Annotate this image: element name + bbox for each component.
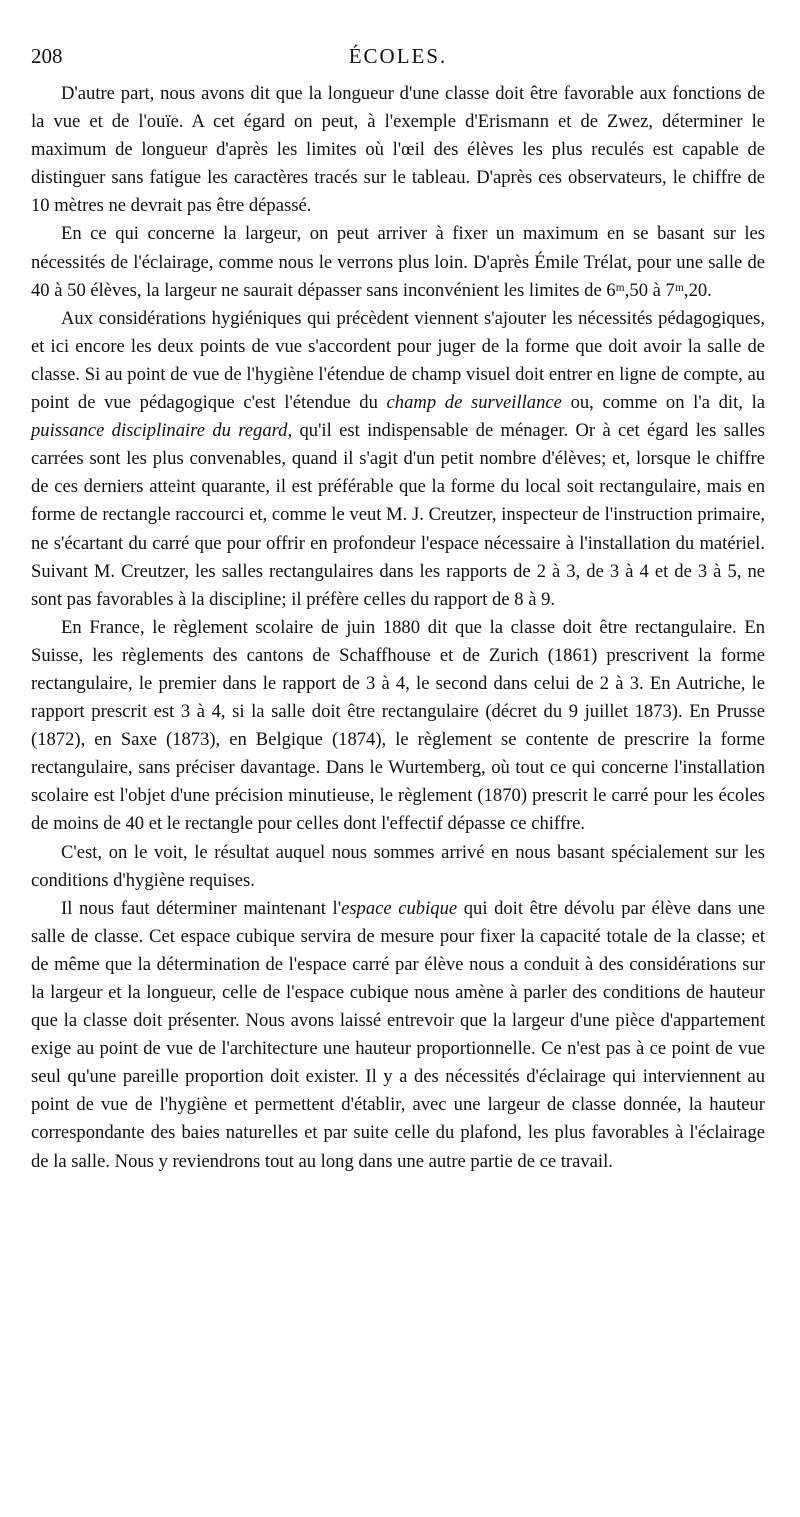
paragraph	[31, 839, 765, 895]
paragraph-text: Il nous faut déterminer maintenant l'	[61, 897, 342, 919]
italic-term: puissance disciplinaire du regard,	[31, 420, 293, 442]
page-number: 208	[31, 44, 63, 68]
paragraph-text: En ce qui concerne la largeur, on peut arriver à fixer un maximum en se basant sur les nécessités de l'éclairage, comme nous le verrons plus loin. D'après Émile Trélat, pour une salle de 40 à 50 élèves, la largeur ne saurait dépasser sans inconvénient les limites de 6ᵐ,50 à 7ᵐ,20.	[31, 223, 765, 301]
paragraph-text: Aux considérations hygiéniques qui précèdent viennent s'ajouter les nécessités pédagogiques, et ici encore les deux points de vue s'accordent pour juger de la forme que doit avoir la salle de classe. Si au point de vue de l'hygiène l'étendue de champ visuel doit entrer en ligne de compte, au point de vue pédagogique c'est l'étendue du	[31, 307, 765, 414]
paragraph	[31, 895, 765, 1176]
paragraph-text: C'est, on le voit, le résultat auquel nous sommes arrivé en nous basant spécialement sur les conditions d'hygiène requises.	[31, 841, 765, 891]
body-text	[31, 80, 765, 1176]
paragraph-text: qu'il est indispensable de ménager. Or à cet égard les salles carrées sont les plus convenables, quand il s'agit d'un petit nombre d'élèves; et, lorsque le chiffre de ces derniers atteint quarante, il est préférable que la forme du local soit rectangulaire, mais en forme de rectangle raccourci et, comme le veut M. J. Creutzer, inspecteur de l'instruction primaire, ne s'écartant du carré que pour offrir en profondeur l'espace nécessaire à l'installation du matériel. Suivant M. Creutzer, les salles rectangulaires dans les rapports de 2 à 3, de 3 à 4 et de 3 à 5, ne sont pas favorables à la discipline; il préfère celles du rapport de 8 à 9.	[31, 420, 765, 610]
italic-term: espace cubique	[341, 897, 458, 919]
running-head: ÉCOLES.	[348, 44, 448, 68]
paragraph-text: D'autre part, nous avons dit que la longueur d'une classe doit être favorable aux fonctions de la vue et de l'ouïe. A cet égard on peut, à l'exemple d'Erismann et de Zwez, déterminer le maximum de longueur d'après les limites où l'œil des élèves les plus reculés est capable de distinguer sans fatigue les caractères tracés sur le tableau. D'après ces observateurs, le chiffre de 10 mètres ne devrait pas être dépassé.	[31, 83, 765, 217]
italic-term: champ de surveillance	[386, 392, 562, 414]
paragraph-text: En France, le règlement scolaire de juin 1880 dit que la classe doit être rectangulaire. En Suisse, les règlements des cantons de Schaffhouse et de Zurich (1861) prescrivent la forme rectangulaire, le premier dans le rapport de 3 à 4, le second dans celui de 2 à 3. En Autriche, le rapport prescrit est 3 à 4, si la salle doit être rectangulaire (décret du 9 juillet 1873). En Prusse (1872), en Saxe (1873), en Belgique (1874), le règlement se contente de prescrire la forme rectangulaire, sans préciser davantage. Dans le Wurtemberg, où tout ce qui concerne l'installation scolaire est l'objet d'une précision minutieuse, le règlement (1870) prescrit le carré pour les écoles de moins de 40 et le rectangle pour celles dont l'effectif dépasse ce chiffre.	[31, 616, 765, 835]
paragraph	[31, 614, 765, 839]
book-page	[31, 44, 765, 1176]
paragraph-text: qui doit être dévolu par élève dans une salle de classe. Cet espace cubique servira de mesure pour fixer la capacité totale de la classe; et de même que la détermination de l'espace carré par élève nous a conduit à des considérations sur la largeur et la longueur, celle de l'espace cubique nous amène à parler des conditions de hauteur que la classe doit présenter. Nous avons laissé entrevoir que la largeur d'une pièce d'appartement exige au point de vue de l'architecture une hauteur proportionnelle. Ce n'est pas à ce point de vue seul qu'une pareille proportion doit exister. Il y a des nécessités d'éclairage qui interviennent au point de vue de l'hygiène et permettent d'établir, avec une largeur de classe donnée, la hauteur correspondante des baies naturelles et par suite celle du plafond, les plus favorables à l'éclairage de la salle. Nous y reviendrons tout au long dans une autre partie de ce travail.	[31, 897, 765, 1172]
page-header	[31, 44, 765, 80]
paragraph	[31, 80, 765, 220]
paragraph-text: ou, comme on l'a dit, la	[561, 392, 766, 414]
paragraph	[31, 220, 765, 304]
paragraph	[31, 305, 765, 614]
